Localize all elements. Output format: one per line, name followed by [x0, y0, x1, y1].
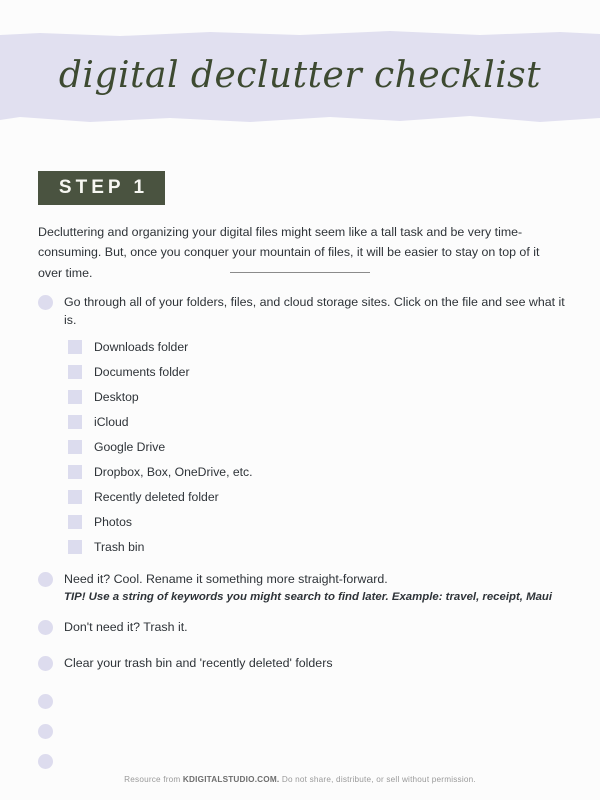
checkbox-square-icon[interactable]: [68, 390, 82, 404]
checklist-item[interactable]: [38, 618, 568, 644]
checklist-item-label: Go through all of your folders, files, and cloud storage sites. Click on the file and see what it is.: [64, 295, 565, 327]
checklist: [38, 293, 568, 780]
checkbox-circle-icon[interactable]: [38, 694, 53, 709]
checkbox-square-icon[interactable]: [68, 490, 82, 504]
checklist-subitem-label: Photos: [94, 515, 132, 530]
checklist-subitem[interactable]: [64, 485, 568, 510]
checklist-subitem-label: Desktop: [94, 390, 139, 405]
footer-prefix: Resource from: [124, 775, 183, 784]
checklist-subitem[interactable]: [64, 335, 568, 360]
checklist-item-label: Need it? Cool. Rename it something more straight-forward.: [64, 572, 388, 586]
checkbox-square-icon[interactable]: [68, 440, 82, 454]
checkbox-square-icon[interactable]: [68, 465, 82, 479]
checkbox-circle-icon[interactable]: [38, 724, 53, 739]
checklist-item-blank[interactable]: [38, 690, 568, 720]
checklist-subitem-label: Downloads folder: [94, 340, 189, 355]
checkbox-square-icon[interactable]: [68, 365, 82, 379]
intro-paragraph: Decluttering and organizing your digital files might seem like a tall task and be very time-consuming. But, once you conquer your mountain of files, it will be easier to stay on top of it over time.: [38, 225, 540, 280]
checklist-subitem-label: Dropbox, Box, OneDrive, etc.: [94, 465, 253, 480]
checklist-subitem[interactable]: [64, 360, 568, 385]
checklist-subitem[interactable]: [64, 410, 568, 435]
checklist-subitem[interactable]: [64, 510, 568, 535]
checklist-subitem-label: Recently deleted folder: [94, 490, 219, 505]
checklist-subitem[interactable]: [64, 535, 568, 560]
checklist-subitem[interactable]: [64, 435, 568, 460]
checklist-item[interactable]: [38, 570, 568, 606]
section-divider: [230, 272, 370, 273]
checklist-item[interactable]: [38, 654, 568, 680]
header-banner: [0, 30, 600, 124]
checkbox-circle-icon[interactable]: [38, 620, 53, 635]
page-title: digital declutter checklist: [58, 54, 542, 96]
checkbox-square-icon[interactable]: [68, 515, 82, 529]
checkbox-circle-icon[interactable]: [38, 572, 53, 587]
checklist-subitem[interactable]: [64, 460, 568, 485]
step-badge: [38, 171, 165, 205]
checklist-sublist: [64, 335, 568, 560]
checklist-item-blank[interactable]: [38, 720, 568, 750]
checklist-subitem-label: Trash bin: [94, 540, 145, 555]
footer-suffix: Do not share, distribute, or sell without permission.: [279, 775, 476, 784]
step-badge-label: STEP 1: [58, 177, 149, 198]
checklist-subitem-label: Google Drive: [94, 440, 166, 455]
checklist-item-tip: TIP! Use a string of keywords you might search to find later. Example: travel, receipt, Maui: [64, 591, 553, 603]
checkbox-circle-icon[interactable]: [38, 754, 53, 769]
checkbox-square-icon[interactable]: [68, 540, 82, 554]
checkbox-square-icon[interactable]: [68, 340, 82, 354]
checklist-item-label: Don't need it? Trash it.: [64, 619, 188, 634]
footer: [0, 775, 600, 784]
checklist-item-label: Clear your trash bin and 'recently deleted' folders: [64, 655, 333, 670]
checklist-subitem-label: iCloud: [94, 415, 129, 430]
footer-brand: KDIGITALSTUDIO.COM.: [182, 775, 280, 784]
checkbox-square-icon[interactable]: [68, 415, 82, 429]
checklist-item[interactable]: [38, 293, 568, 560]
checkbox-circle-icon[interactable]: [38, 656, 53, 671]
checklist-subitem-label: Documents folder: [94, 365, 190, 380]
checkbox-circle-icon[interactable]: [38, 295, 53, 310]
checklist-subitem[interactable]: [64, 385, 568, 410]
